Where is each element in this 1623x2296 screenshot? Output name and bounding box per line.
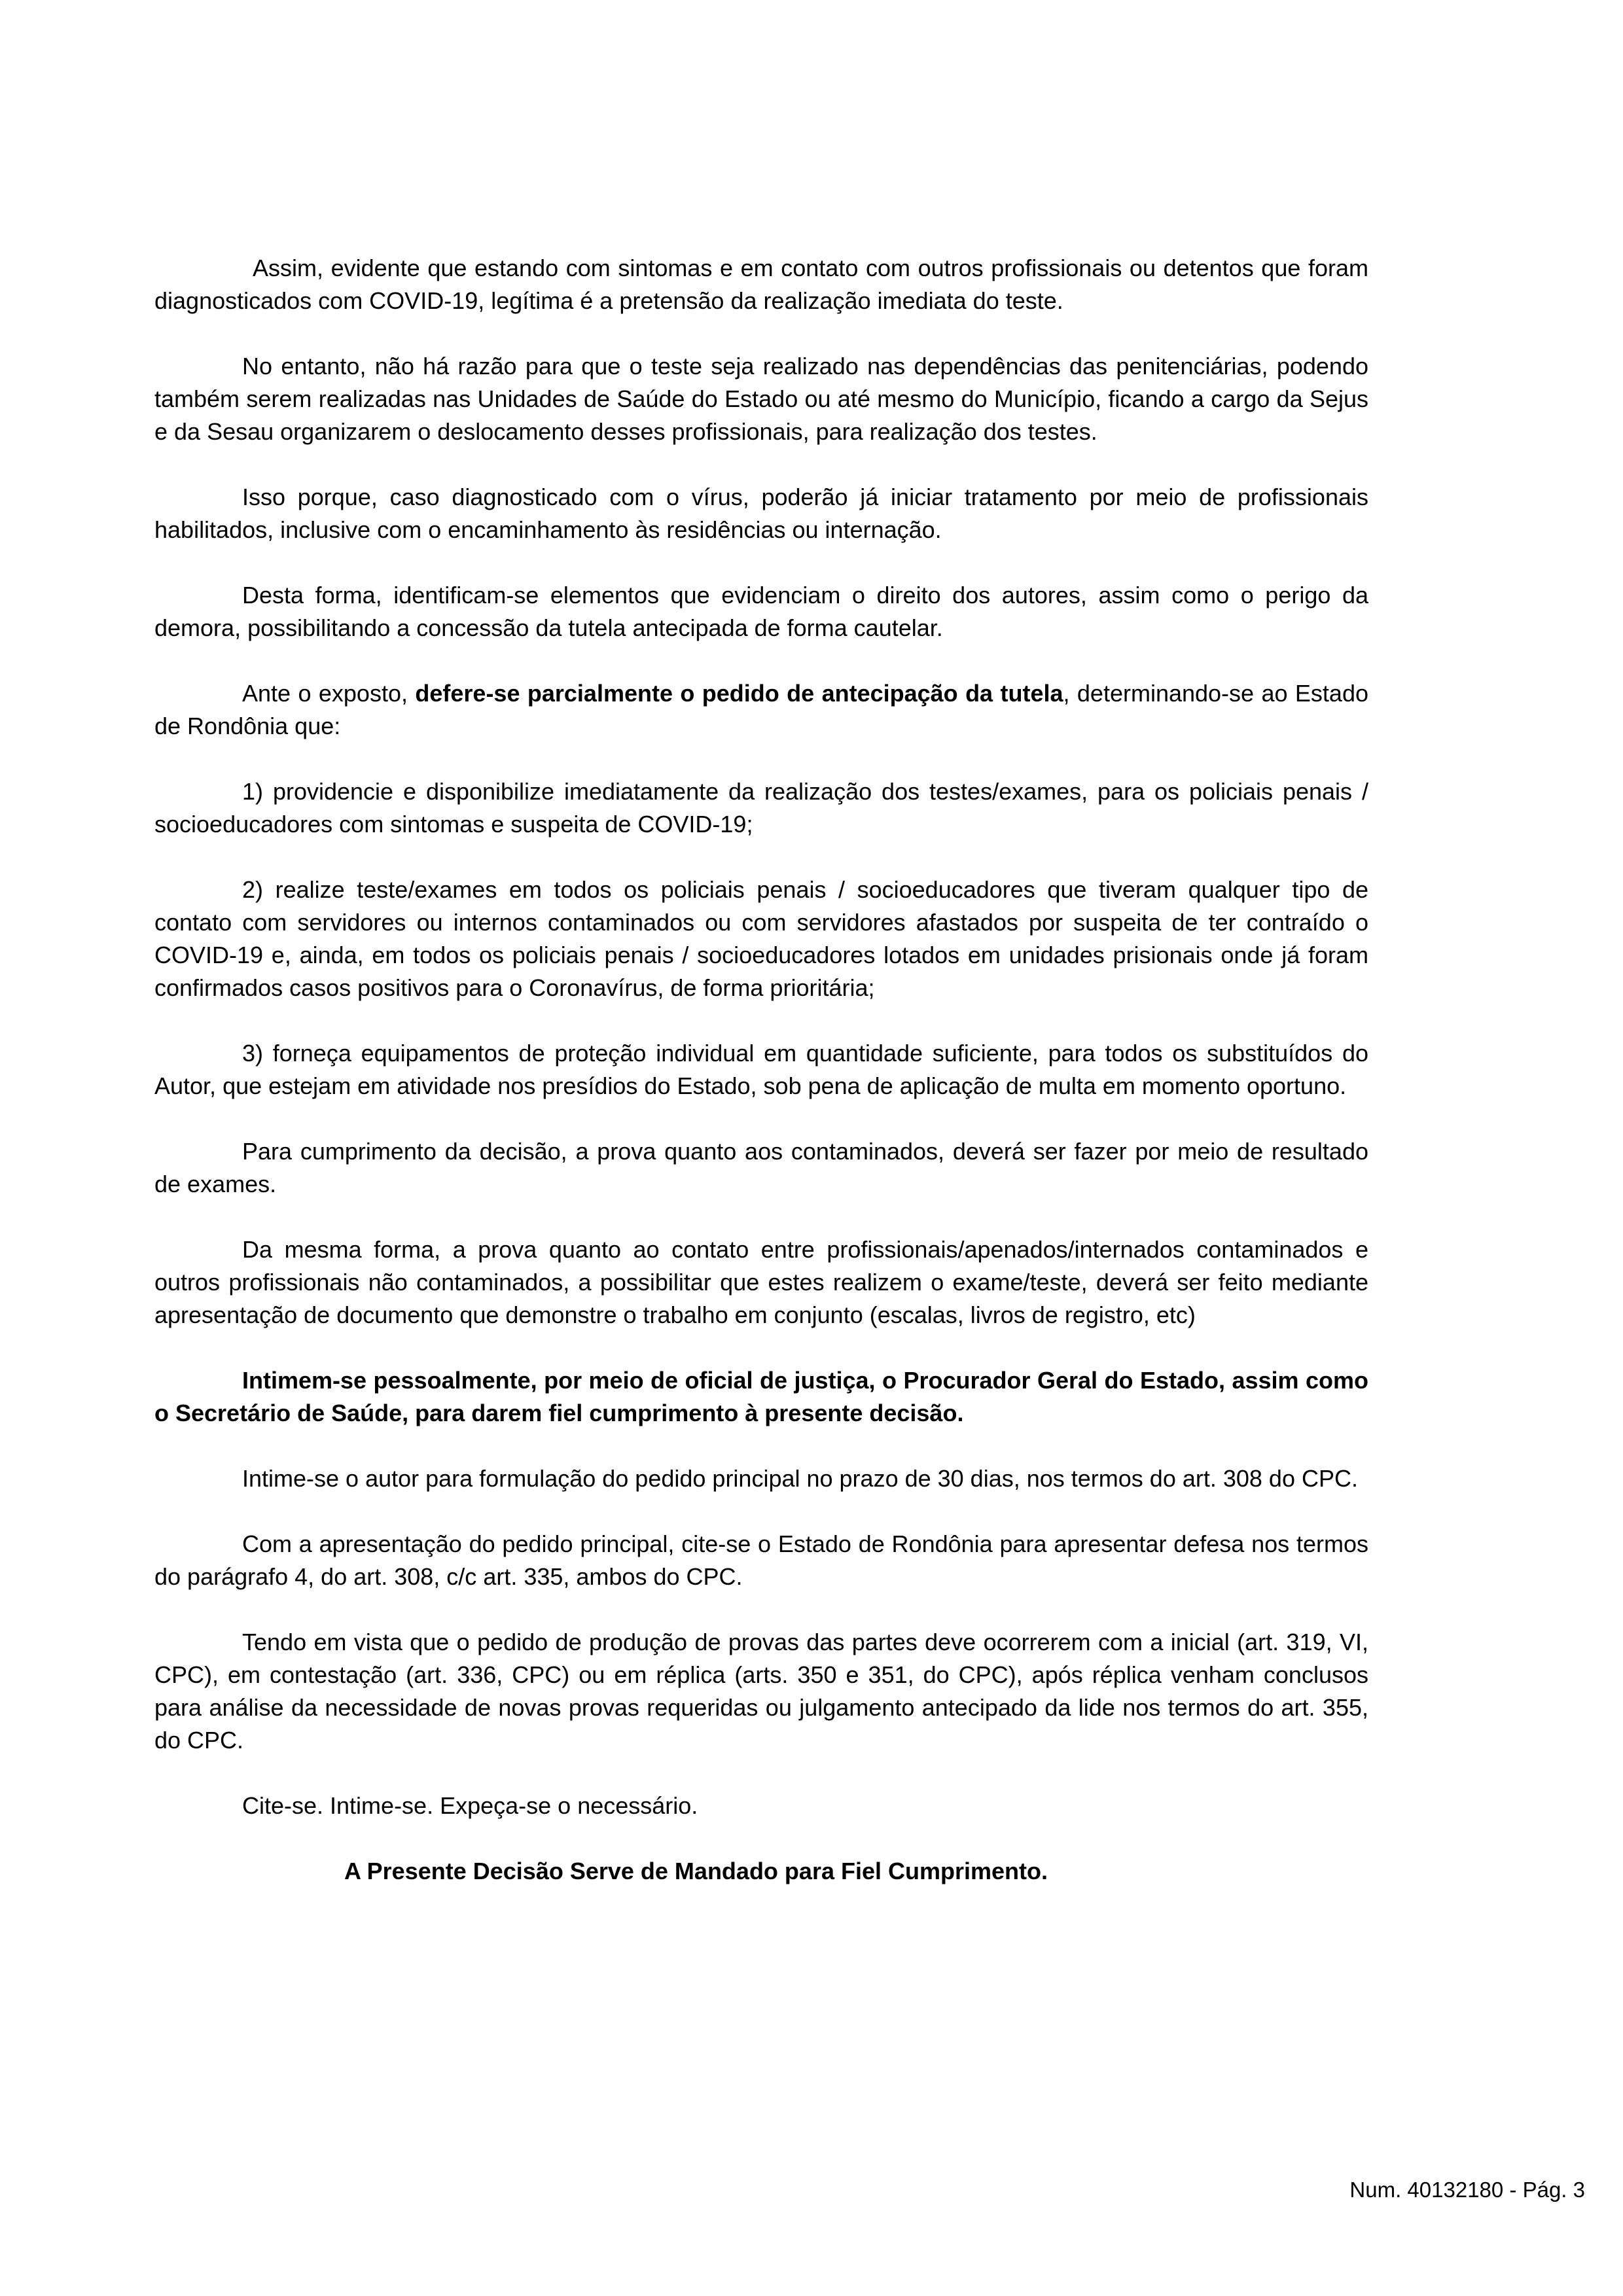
paragraph-15 (154, 1790, 1368, 1822)
paragraph-text: No entanto, não há razão para que o teste seja realizado nas dependências das penitenciárias, podendo também serem realizadas nas Unidades de Saúde do Estado ou até mesmo do Município, ficando a cargo da Sejus e da Sesau organizarem o deslocamento desses profissionais, para realização dos testes. (154, 353, 1368, 445)
paragraph-text: 3) forneça equipamentos de proteção individual em quantidade suficiente, para todos os substituídos do Autor, que estejam em atividade nos presídios do Estado, sob pena de aplicação de multa em momento oportuno. (154, 1040, 1368, 1099)
paragraph-text: Para cumprimento da decisão, a prova quanto aos contaminados, deverá ser fazer por meio de resultado de exames. (154, 1138, 1368, 1197)
paragraph-text: Tendo em vista que o pedido de produção de provas das partes deve ocorrerem com a inicial (art. 319, VI, CPC), em contestação (art. 336, CPC) ou em réplica (arts. 350 e 351, do CPC), após réplica venham conclusos para análise da necessidade de novas provas requeridas ou julgamento antecipado da lide nos termos do art. 355, do CPC. (154, 1629, 1368, 1754)
paragraph-2 (154, 350, 1368, 448)
paragraph-7 (154, 874, 1368, 1004)
paragraph-text: Ante o exposto, (242, 680, 416, 707)
paragraph-12 (154, 1462, 1368, 1495)
paragraph-bold-text: defere-se parcialmente o pedido de antecipação da tutela (415, 680, 1063, 707)
paragraph-text: Assim, evidente que estando com sintomas e em contato com outros profissionais ou detentos que foram diagnosticados com COVID-19, legítima é a pretensão da realização imediata do teste. (154, 255, 1368, 314)
paragraph-text: Desta forma, identificam-se elementos que evidenciam o direito dos autores, assim como o perigo da demora, possibilitando a concessão da tutela antecipada de forma cautelar. (154, 582, 1368, 641)
paragraph-text: Com a apresentação do pedido principal, cite-se o Estado de Rondônia para apresentar defesa nos termos do parágrafo 4, do art. 308, c/c art. 335, ambos do CPC. (154, 1530, 1368, 1590)
paragraph-8 (154, 1037, 1368, 1103)
closing-statement: A Presente Decisão Serve de Mandado para Fiel Cumprimento. (344, 1858, 1048, 1884)
paragraph-6 (154, 775, 1368, 841)
paragraph-bold-text: Intimem-se pessoalmente, por meio de oficial de justiça, o Procurador Geral do Estado, assim como o Secretário de Saúde, para darem fiel cumprimento à presente decisão. (154, 1367, 1368, 1426)
paragraph-9 (154, 1135, 1368, 1201)
paragraph-text: Da mesma forma, a prova quanto ao contato entre profissionais/apenados/internados contaminados e outros profissionais não contaminados, a possibilitar que estes realizem o exame/teste, deverá ser feito mediante apresentação de documento que demonstre o trabalho em conjunto (escalas, livros de registro, etc) (154, 1236, 1368, 1328)
paragraph-13 (154, 1528, 1368, 1593)
paragraph-14 (154, 1626, 1368, 1757)
page-footer-reference: Num. 40132180 - Pág. 3 (1349, 2178, 1585, 2202)
document-body (154, 252, 1368, 1888)
paragraph-text: 1) providencie e disponibilize imediatamente da realização dos testes/exames, para os policiais penais / socioeducadores com sintomas e suspeita de COVID-19; (154, 778, 1368, 838)
paragraph-text: Intime-se o autor para formulação do pedido principal no prazo de 30 dias, nos termos do art. 308 do CPC. (242, 1465, 1358, 1492)
paragraph-5 (154, 677, 1368, 743)
paragraph-11 (154, 1364, 1368, 1430)
paragraph-text: , determinando-se ao Estado de Rondônia que: (154, 680, 1368, 739)
paragraph-4 (154, 579, 1368, 645)
paragraph-1 (154, 252, 1368, 317)
paragraph-3 (154, 481, 1368, 546)
paragraph-text: 2) realize teste/exames em todos os policiais penais / socioeducadores que tiveram qualquer tipo de contato com servidores ou internos contaminados ou com servidores afastados por suspeita de ter contraído o COVID-19 e, ainda, em todos os policiais penais / socioeducadores lotados em unidades prisionais onde já foram confirmados casos positivos para o Coronavírus, de forma prioritária; (154, 876, 1368, 1001)
paragraph-text: Isso porque, caso diagnosticado com o vírus, poderão já iniciar tratamento por meio de profissionais habilitados, inclusive com o encaminhamento às residências ou internação. (154, 484, 1368, 543)
paragraph-text: Cite-se. Intime-se. Expeça-se o necessário. (242, 1792, 698, 1819)
paragraph-10 (154, 1233, 1368, 1332)
